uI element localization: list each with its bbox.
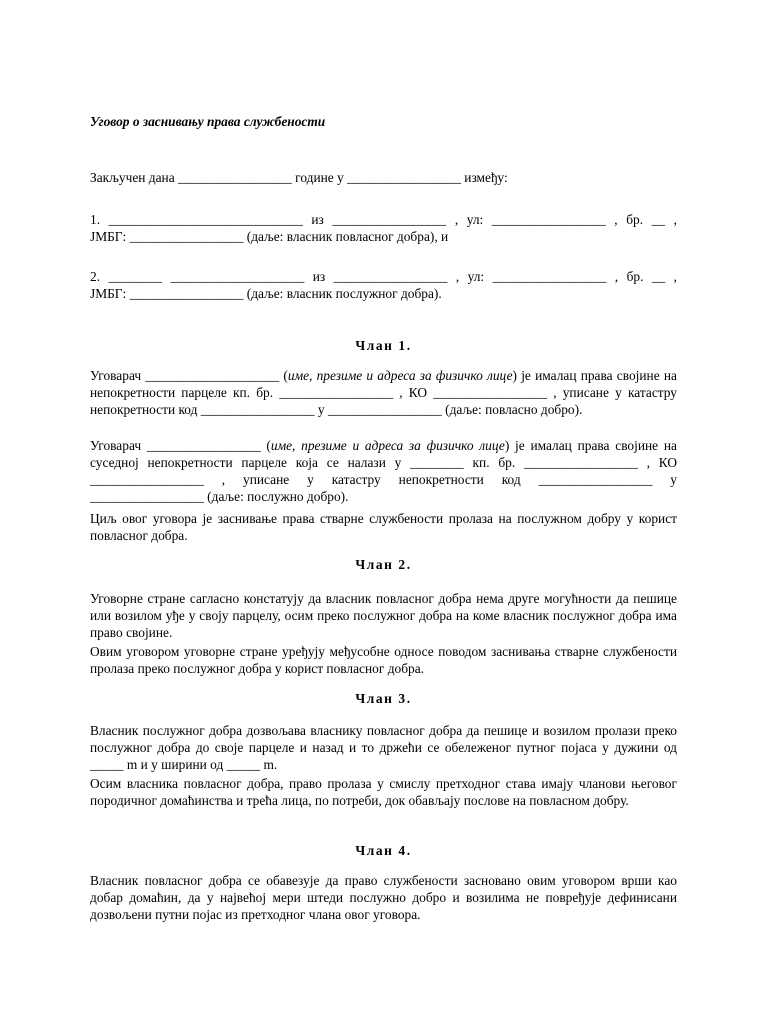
article-1-paragraph-2	[90, 437, 677, 505]
article-3-heading: Члан 3.	[355, 691, 412, 706]
document-title: Уговор о заснивању права службености	[90, 114, 326, 129]
article-2-paragraph-1: Уговорне стране сагласно констатују да власник повласног добра нема друге могућности да пешице или возилом уђе у своју парцелу, осим преко послужног добра на коме власник послужног добра има право својине.	[90, 591, 677, 640]
article-2-paragraph-2: Овим уговором уговорне стране уређују међусобне односе поводом заснивања стварне службености пролаза преко послужног добра у корист повласног добра.	[90, 644, 677, 676]
article-1-paragraph-1	[90, 367, 677, 418]
article-3-paragraph-1: Власник послужног добра дозвољава власнику повласног добра да пешице и возилом пролази преко послужног добра до своје парцеле и назад и то држећи се обележеног путног појаса у дужини од _____ m и у ширини од _____ m.	[90, 723, 677, 772]
article-1-p2-italic: име, презиме и адреса за физичко лице	[270, 438, 505, 453]
article-1-p2-text-a: Уговарач _________________ (	[90, 438, 271, 453]
article-1-p1-text-b: ) је ималац права својине на непокретности парцеле кп. бр. _________________ , КО _________________ , уписане у катастру непокретности код _________________ у _________________ (даље: повласно добро).	[90, 368, 677, 417]
article-1-heading: Члан 1.	[355, 338, 412, 353]
party-2-line-1: 2. ________ ____________________ из _________________ , ул: _________________ , бр. __ ,	[90, 269, 677, 284]
article-2-heading: Члан 2.	[355, 557, 412, 572]
party-2	[90, 268, 677, 302]
article-4-paragraph-1: Власник повласног добра се обавезује да право службености засновано овим уговором врши као добар домаћин, да у највећој мери штеди послужно добро и возилима не повређује дефинисани дозвољени путни појас из претходног члана овог уговора.	[90, 873, 677, 922]
party-1	[90, 211, 677, 245]
article-4-heading: Члан 4.	[355, 843, 412, 858]
article-1-p1-italic: име, презиме и адреса за физичко лице	[287, 368, 513, 383]
party-1-line-2: ЈМБГ: _________________ (даље: власник повласног добра), и	[90, 229, 449, 244]
article-3-paragraph-2: Осим власника повласног добра, право пролаза у смислу претходног става имају чланови његовог породичног домаћинства и трећа лица, по потреби, док обављају послове на повласном добру.	[90, 776, 677, 808]
party-1-line-1: 1. _____________________________ из _________________ , ул: _________________ , бр. __ ,	[90, 212, 677, 227]
article-1-p1-text-a: Уговарач ____________________ (	[90, 368, 288, 383]
intro-line: Закључен дана _________________ године у _________________ између:	[90, 170, 508, 185]
party-2-line-2: ЈМБГ: _________________ (даље: власник послужног добра).	[90, 286, 442, 301]
article-1-p2-text-b: ) је ималац права својине на суседној непокретности парцеле која се налази у ________ кп. бр. _________________ , КО _________________ , уписане у катастру непокретности код _________________ у _________________ (даље: послужно добро).	[90, 438, 677, 504]
article-1-paragraph-3: Циљ овог уговора је заснивање права стварне службености пролаза на послужном добру у корист повласног добра.	[90, 511, 677, 543]
